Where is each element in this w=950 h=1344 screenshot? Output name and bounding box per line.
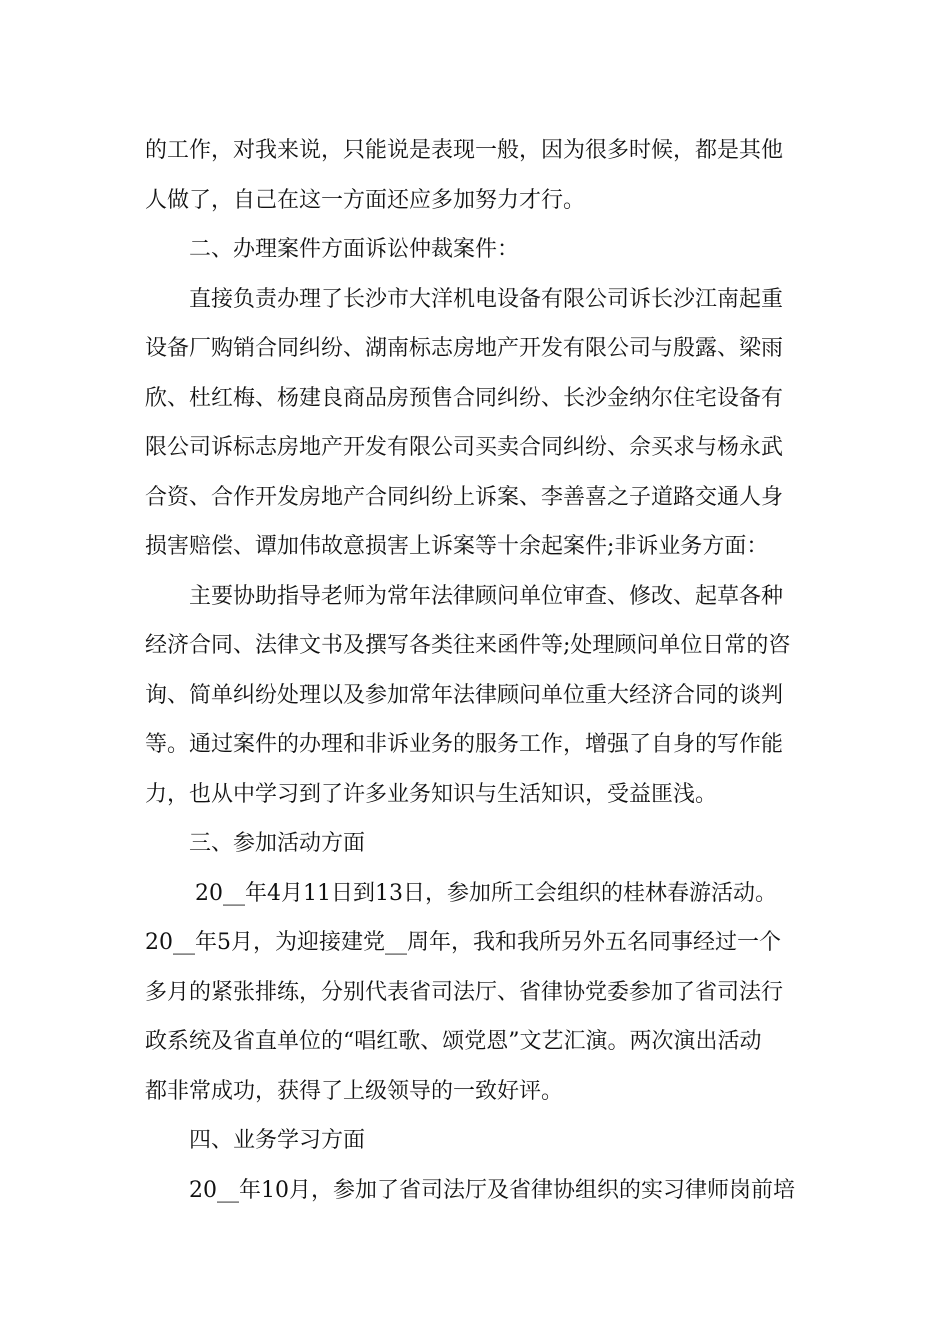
text-line-4: 直接负责办理了长沙市大洋机电设备有限公司诉长沙江南起重 [189,286,784,312]
text-line-14: 力，也从中学习到了许多业务知识与生活知识，受益匪浅。 [145,781,718,807]
text-line-1: 的工作，对我来说，只能说是表现一般，因为很多时候，都是其他 [145,138,784,163]
document-body [145,126,810,1215]
text-line-20: 都非常成功，获得了上级领导的一致好评。 [145,1078,564,1104]
text-line-10: 主要协助指导老师为常年法律顾问单位审查、修改、起草各种 [189,583,784,609]
text-line-8: 合资、合作开发房地产合同纠纷上诉案、李善喜之子道路交通人身 [145,484,784,510]
text-line-9: 损害赔偿、谭加伟故意损害上诉案等十余起案件;非诉业务方面： [145,534,769,559]
text-line-11: 经济合同、法律文书及撰写各类往来函件等;处理顾问单位日常的咨 [145,633,791,658]
text-line-16: 20__年4月11日到13日，参加所工会组织的桂林春游活动。 [195,880,777,906]
text-line-2: 人做了，自己在这一方面还应多加努力才行。 [145,187,586,213]
section-heading-3: 三、参加活动方面 [189,831,366,856]
text-line-22: 20__年10月，参加了省司法厅及省律协组织的实习律师岗前培 [189,1177,795,1203]
text-line-12: 询、简单纠纷处理以及参加常年法律顾问单位重大经济合同的谈判 [145,682,784,708]
text-line-19: 政系统及省直单位的“唱红歌、颂党恩”文艺汇演。两次演出活动 [145,1029,762,1054]
text-line-13: 等。通过案件的办理和非诉业务的服务工作，增强了自身的写作能 [145,732,784,757]
text-line-6: 欣、杜红梅、杨建良商品房预售合同纠纷、长沙金纳尔住宅设备有 [145,385,784,411]
section-heading-2: 二、办理案件方面诉讼仲裁案件： [189,237,520,262]
text-line-18: 多月的紧张排练，分别代表省司法厅、省律协党委参加了省司法行 [145,979,784,1005]
text-line-5: 设备厂购销合同纠纷、湖南标志房地产开发有限公司与殷露、梁雨 [145,336,784,361]
text-line-17: 20__年5月，为迎接建党__周年，我和我所另外五名同事经过一个 [145,930,781,955]
section-heading-4: 四、业务学习方面 [189,1128,366,1153]
text-line-7: 限公司诉标志房地产开发有限公司买卖合同纠纷、佘买求与杨永武 [145,435,784,460]
